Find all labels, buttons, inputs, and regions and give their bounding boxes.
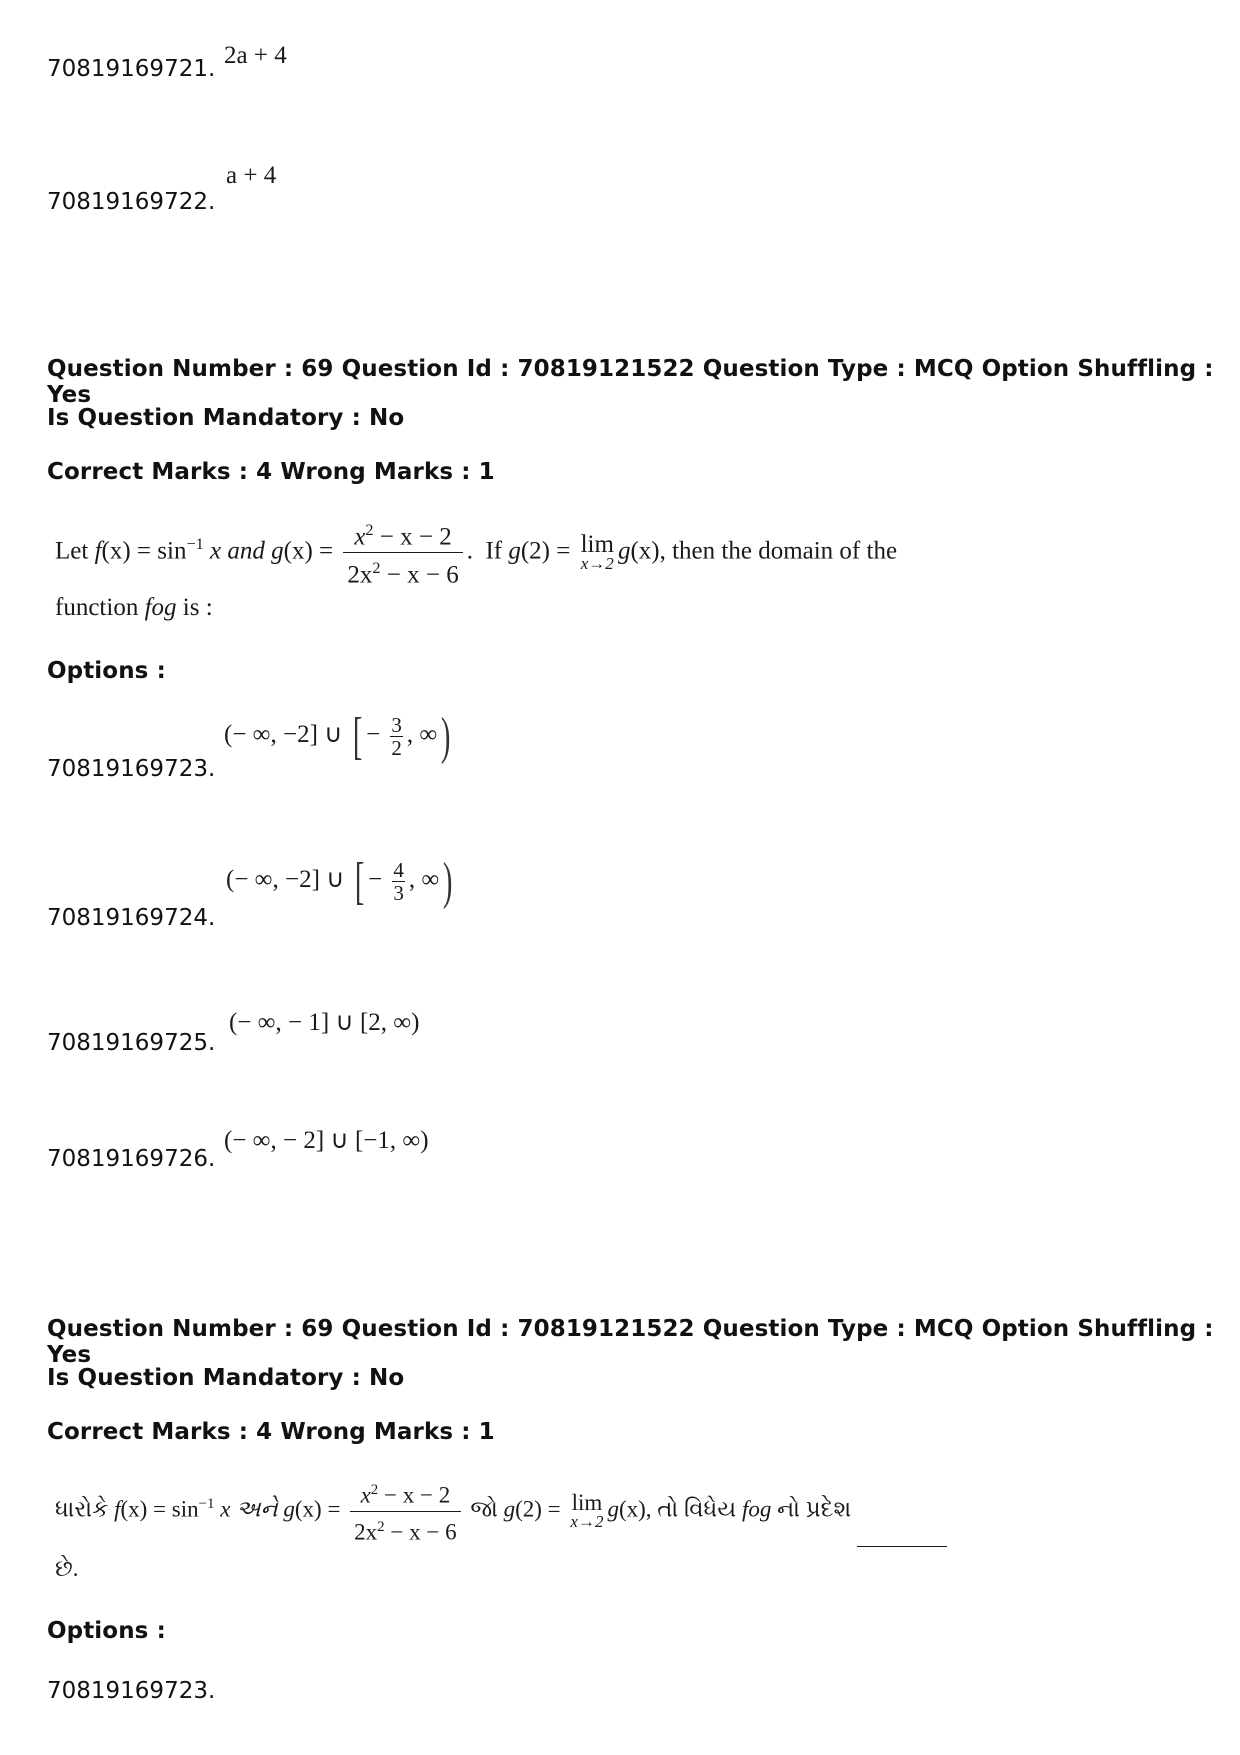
option-id: 70819169722.: [47, 189, 216, 215]
denominator: 3: [393, 881, 404, 905]
option-id: 70819169721.: [47, 56, 216, 82]
option-expression: 2a + 4: [224, 42, 287, 69]
symbol: g: [283, 1496, 295, 1522]
options-label: Options :: [47, 658, 166, 684]
option-expression: a + 4: [226, 162, 277, 189]
word: function: [55, 594, 139, 621]
symbol: (x) = sin: [101, 537, 187, 565]
minus: −: [366, 721, 381, 749]
question-text-line2: [55, 594, 213, 622]
fraction: $\frac{x^2 - x - 2}{2x^2 - x - 6}$: [343, 515, 462, 591]
symbol: (x) = sin: [120, 1496, 199, 1522]
symbol: .: [466, 537, 473, 565]
option-expression: (− ∞, − 2] ∪ [−1, ∞): [224, 1127, 429, 1154]
symbol: x and: [210, 537, 265, 565]
lim-subscript: x→2: [580, 553, 614, 573]
option-expression: (− ∞, − 1] ∪ [2, ∞): [229, 1009, 420, 1036]
minus: −: [368, 866, 383, 894]
question-mandatory: Is Question Mandatory : No: [47, 405, 405, 431]
fraction: [392, 859, 405, 904]
word: is :: [182, 594, 213, 621]
option-id: 70819169725.: [47, 1030, 216, 1056]
symbol: g: [617, 537, 631, 565]
symbol: fog: [144, 594, 177, 621]
numerator: 4: [393, 858, 404, 882]
expr-part: , ∞: [408, 866, 440, 894]
symbol: fog: [741, 1496, 772, 1522]
word: (x), then the domain of the: [630, 537, 898, 565]
option-id: 70819169723.: [47, 756, 216, 782]
symbol: g: [503, 1496, 516, 1522]
lim-subscript: x→2: [570, 1512, 604, 1532]
word: Let: [55, 537, 89, 565]
options-label: Options :: [47, 1618, 166, 1644]
denominator: 2x: [347, 561, 373, 589]
question-marks: Correct Marks : 4 Wrong Marks : 1: [47, 1419, 495, 1445]
word: જો: [470, 1496, 498, 1522]
symbol: g: [508, 537, 521, 565]
symbol: f: [114, 1496, 121, 1522]
answer-blank: [857, 1540, 947, 1547]
fraction: [390, 714, 403, 759]
denominator: 2x: [354, 1519, 378, 1545]
expr-part: (− ∞, −2] ∪: [224, 721, 343, 749]
numerator: 3: [391, 713, 402, 737]
symbol: (2) =: [520, 537, 571, 565]
word: If: [485, 537, 503, 565]
word: નો પ્રદેશ: [777, 1496, 852, 1522]
denominator: − x − 6: [380, 561, 459, 589]
numerator: − x − 2: [373, 523, 452, 551]
numerator: − x − 2: [378, 1482, 451, 1508]
option-id: 70819169724.: [47, 905, 216, 931]
question-text: [55, 1475, 947, 1547]
numerator: x: [360, 1482, 371, 1508]
option-id: 70819169723.: [47, 1678, 216, 1704]
question-mandatory: Is Question Mandatory : No: [47, 1365, 405, 1391]
symbol: g: [271, 537, 284, 565]
option-expression: (− ∞, −2] ∪ [ − $\frac{4}{3}$ , ∞): [226, 852, 453, 910]
lim-label: lim: [571, 1490, 603, 1516]
symbol: g: [607, 1496, 619, 1522]
numerator: x: [354, 523, 366, 551]
denominator: 2: [391, 736, 402, 760]
symbol: x અને: [220, 1496, 278, 1522]
superscript: −1: [186, 535, 204, 554]
question-text: [55, 515, 897, 591]
fraction: $\frac{x^2 - x - 2}{2x^2 - x - 6}$: [350, 1475, 460, 1547]
option-expression: (− ∞, −2] ∪ [ − $\frac{3}{2}$ , ∞): [224, 707, 451, 765]
denominator: − x − 6: [384, 1519, 457, 1545]
symbol: (x) =: [283, 537, 334, 565]
limit: [580, 530, 614, 573]
expr-part: (− ∞, −2] ∪: [226, 866, 345, 894]
question-marks: Correct Marks : 4 Wrong Marks : 1: [47, 459, 495, 485]
symbol: (x) =: [294, 1496, 341, 1522]
symbol: (2) =: [515, 1496, 561, 1522]
question-header: Question Number : 69 Question Id : 70819121522 Question Type : MCQ Option Shuffling : Yes: [47, 356, 1214, 408]
question-header: Question Number : 69 Question Id : 70819121522 Question Type : MCQ Option Shuffling : Yes: [47, 1316, 1214, 1368]
superscript: −1: [198, 1495, 215, 1512]
expr-part: , ∞: [406, 721, 438, 749]
limit: [570, 1492, 603, 1530]
lim-label: lim: [580, 530, 614, 558]
word: ધારોકે: [55, 1496, 109, 1522]
option-id: 70819169726.: [47, 1146, 216, 1172]
question-text-line2: છે.: [55, 1556, 79, 1581]
symbol: f: [94, 537, 102, 565]
word: (x), તો વિધેય: [618, 1496, 737, 1522]
